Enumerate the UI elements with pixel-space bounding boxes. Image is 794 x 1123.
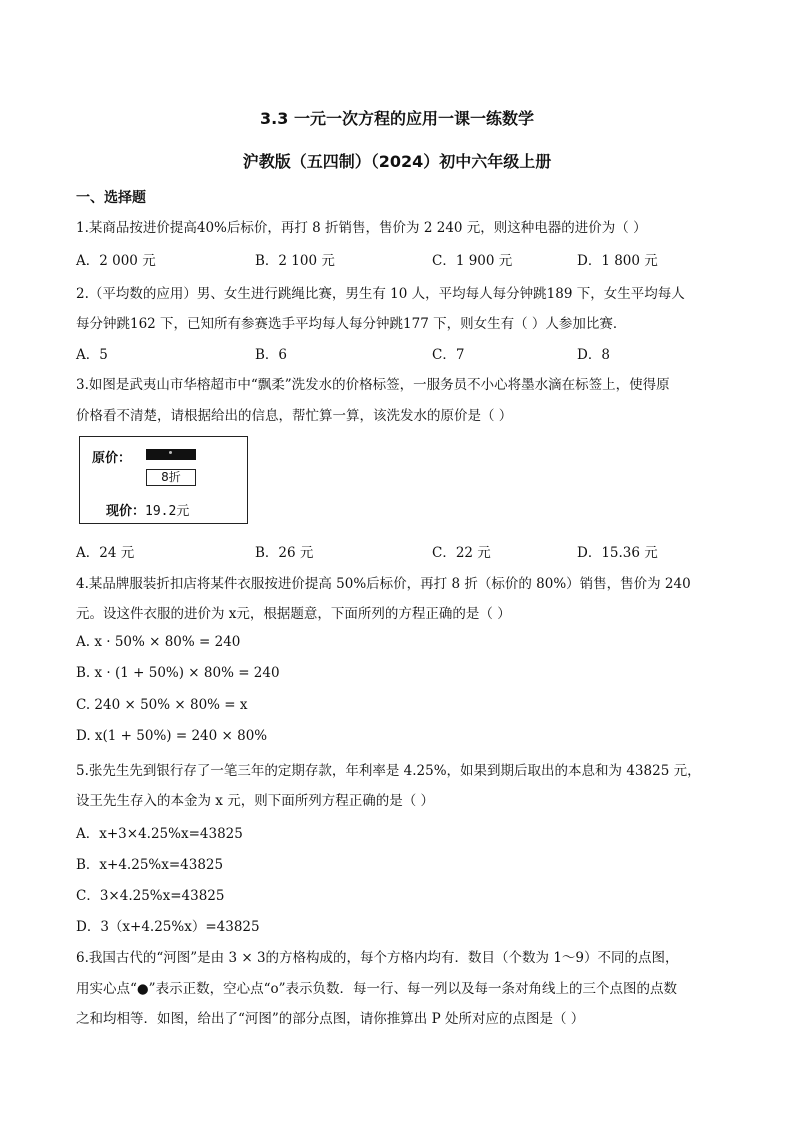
q3-option-b: B．26 元 [255, 545, 314, 561]
q1-option-d: D．1 800 元 [577, 253, 658, 269]
discount-box: 8折 [146, 469, 196, 486]
q4-option-b: B. x · (1 + 50%) × 80% = 240 [76, 665, 280, 681]
question-3-line-1: 3.如图是武夷山市华榕超市中“飘柔”洗发水的价格标签，一服务员不小心将墨水滴在标签上，使得原 [76, 377, 670, 393]
q4-option-d: D. x(1 + 50%) = 240 × 80% [76, 728, 268, 744]
section-heading: 一、选择题 [76, 190, 146, 206]
question-2-line-1: 2.（平均数的应用）男、女生进行跳绳比赛，男生有 10 人，平均每人每分钟跳189 下，女生平均每人 [76, 286, 685, 302]
document-title: 3.3 一元一次方程的应用一课一练数学 [260, 109, 534, 128]
q2-option-c: C．7 [432, 347, 465, 363]
q2-option-a: A．5 [76, 347, 108, 363]
question-6-line-2: 用实心点“●”表示正数，空心点“o”表示负数．每一行、每一列以及每一条对角线上的三个点图的点数 [76, 981, 678, 997]
question-2-line-2: 每分钟跳162 下，已知所有参赛选手平均每人每分钟跳177 下，则女生有（ ）人参加比赛． [76, 316, 627, 332]
q1-option-c: C．1 900 元 [432, 253, 513, 269]
q5-option-d: D．3（x+4.25%x）=43825 [76, 919, 260, 935]
current-price-value: 19.2元 [145, 504, 190, 519]
question-4-line-1: 4.某品牌服装折扣店将某件衣服按进价提高 50%后标价，再打 8 折（标价的 80%）销售，售价为 240 [76, 576, 691, 592]
question-6-line-1: 6.我国古代的“河图”是由 3 × 3的方格构成的，每个方格内均有．数目（个数为 1～9）不同的点图， [76, 950, 679, 966]
q5-option-b: B．x+4.25%x=43825 [76, 857, 224, 873]
original-price-label: 原价： [92, 451, 132, 466]
q4-option-c: C. 240 × 50% × 80% = x [76, 697, 248, 713]
q2-option-d: D．8 [577, 347, 610, 363]
question-5-line-1: 5.张先生先到银行存了一笔三年的定期存款，年利率是 4.25%，如果到期后取出的本息和为 43825 元， [76, 763, 701, 779]
current-price-label: 现价： [106, 504, 146, 519]
q2-option-b: B．6 [255, 347, 288, 363]
current-price [106, 500, 189, 519]
question-1-text: 1.某商品按进价提高40%后标价，再打 8 折销售，售价为 2 240 元，则这种电器的进价为（ ） [76, 220, 647, 236]
q5-option-a: A．x+3×4.25%x=43825 [76, 826, 243, 842]
q3-option-a: A．24 元 [76, 545, 135, 561]
question-5-line-2: 设王先生存入的本金为 x 元，则下面所列方程正确的是（ ） [76, 793, 434, 809]
question-4-line-2: 元。设这件衣服的进价为 x元，根据题意，下面所列的方程正确的是（ ） [76, 606, 511, 622]
q5-option-c: C．3×4.25%x=43825 [76, 888, 225, 904]
q4-option-a: A. x · 50% × 80% = 240 [76, 634, 241, 650]
price-tag-figure [79, 436, 248, 524]
q3-option-c: C．22 元 [432, 545, 491, 561]
question-6-line-3: 之和均相等．如图，给出了“河图”的部分点图，请你推算出 P 处所对应的点图是（ ） [76, 1011, 585, 1027]
question-3-line-2: 价格看不清楚，请根据给出的信息，帮忙算一算，该洗发水的原价是（ ） [76, 408, 513, 424]
q1-option-a: A．2 000 元 [76, 253, 156, 269]
q1-option-b: B．2 100 元 [255, 253, 335, 269]
document-subtitle: 沪教版（五四制）（2024）初中六年级上册 [242, 152, 552, 171]
q3-option-d: D．15.36 元 [577, 545, 658, 561]
ink-blot [146, 449, 196, 460]
